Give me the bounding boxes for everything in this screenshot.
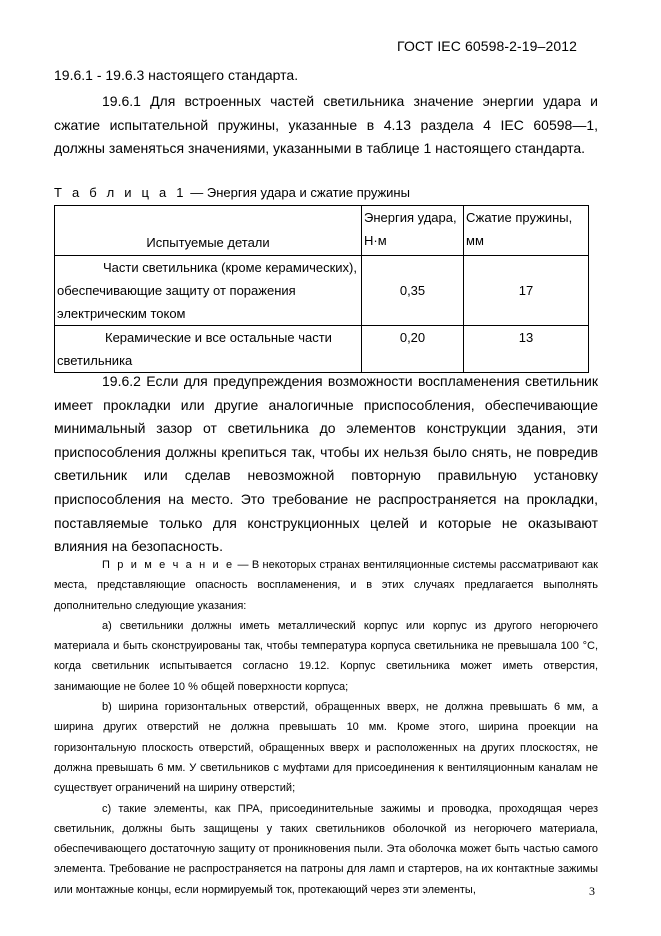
note-item-b: b) ширина горизонтальных отверстий, обращенных вверх, не должна превышать 6 мм, а ширина других отверстий не должна превышать 10 мм. Кроме этого, ширина проекции на горизонтальную плоскость отверстий, обращенных вверх и расположенных на других плоскостях, не должна превышать 6 мм. У светильников с муфтами для присоединения к вентиляционным каналам не существует ограничений на ширину отверстий; [54, 701, 598, 795]
row-energy: 0,20 [362, 326, 464, 373]
table-caption [54, 184, 410, 202]
row-part: Части светильника (кроме керамических), обеспечивающие защиту от поражения электрическим током [55, 256, 362, 326]
impact-energy-table [54, 205, 589, 373]
row-energy: 0,35 [362, 256, 464, 326]
table-row [55, 256, 589, 326]
page-number: 3 [589, 884, 595, 898]
note-intro-text: — В некоторых странах вентиляционные системы рассматривают как места, представляющие опасность воспламенения, и в этих случаях предлагается выполнять дополнительно следующие указания: [54, 559, 598, 612]
table-caption-label: Т а б л и ц а 1 [54, 185, 187, 200]
row-part: Керамические и все остальные части светильника [55, 326, 362, 373]
note-intro [54, 555, 598, 616]
document-id: ГОСТ IEC 60598-2-19–2012 [397, 38, 577, 54]
note-item-a: а) светильники должны иметь металлический корпус или корпус из другого негорючего материала и быть сконструированы так, чтобы температура корпуса светильника не превышала 100 °С, когда светильник испытывается согласно 19.12. Корпус светильника может иметь отверстия, занимающие не более 10 % общей поверхности корпуса; [54, 619, 598, 693]
row-compression: 17 [464, 256, 589, 326]
header-energy: Энергия удара, Н·м [362, 206, 464, 256]
header-compression: Сжатие пружины, мм [464, 206, 589, 256]
note-label: П р и м е ч а н и е [102, 559, 235, 571]
table-header-row [55, 206, 589, 256]
paragraph-reference: 19.6.1 - 19.6.3 настоящего стандарта. [54, 67, 299, 83]
paragraph-19-6-2: 19.6.2 Если для предупреждения возможности воспламенения светильник имеет прокладки или другие аналогичные приспособления, обеспечивающие минимальный зазор от светильника до элементов конструкции здания, эти приспособления должны крепиться так, чтобы их нельзя было снять, не повредив светильник или сделав невозможной повторную правильную установку приспособления на место. Это требование не распространяется на прокладки, поставляемые только для конструкционных целей и которые не оказывают влияния на безопасность. [54, 373, 598, 555]
table-caption-text: — Энергия удара и сжатие пружины [186, 185, 410, 200]
row-compression: 13 [464, 326, 589, 373]
note-block [54, 555, 598, 900]
table-row [55, 326, 589, 373]
note-item-c: с) такие элементы, как ПРА, присоединительные зажимы и проводка, проходящая через светильник, должны быть защищены у таких светильников оболочкой из негорючего материала, обеспечивающего достаточную защиту от проникновения пыли. Эта оболочка может быть частью самого элемента. Требование не распространяется на патроны для ламп и стартеров, на их контактные зажимы или монтажные концы, если нормируемый ток, протекающий через эти элементы, [54, 802, 598, 896]
header-parts: Испытуемые детали [55, 206, 362, 256]
paragraph-19-6-1: 19.6.1 Для встроенных частей светильника значение энергии удара и сжатие испытательной пружины, указанные в 4.13 раздела 4 IEC 60598—1, должны заменяться значениями, указанными в таблице 1 настоящего стандарта. [54, 93, 598, 157]
